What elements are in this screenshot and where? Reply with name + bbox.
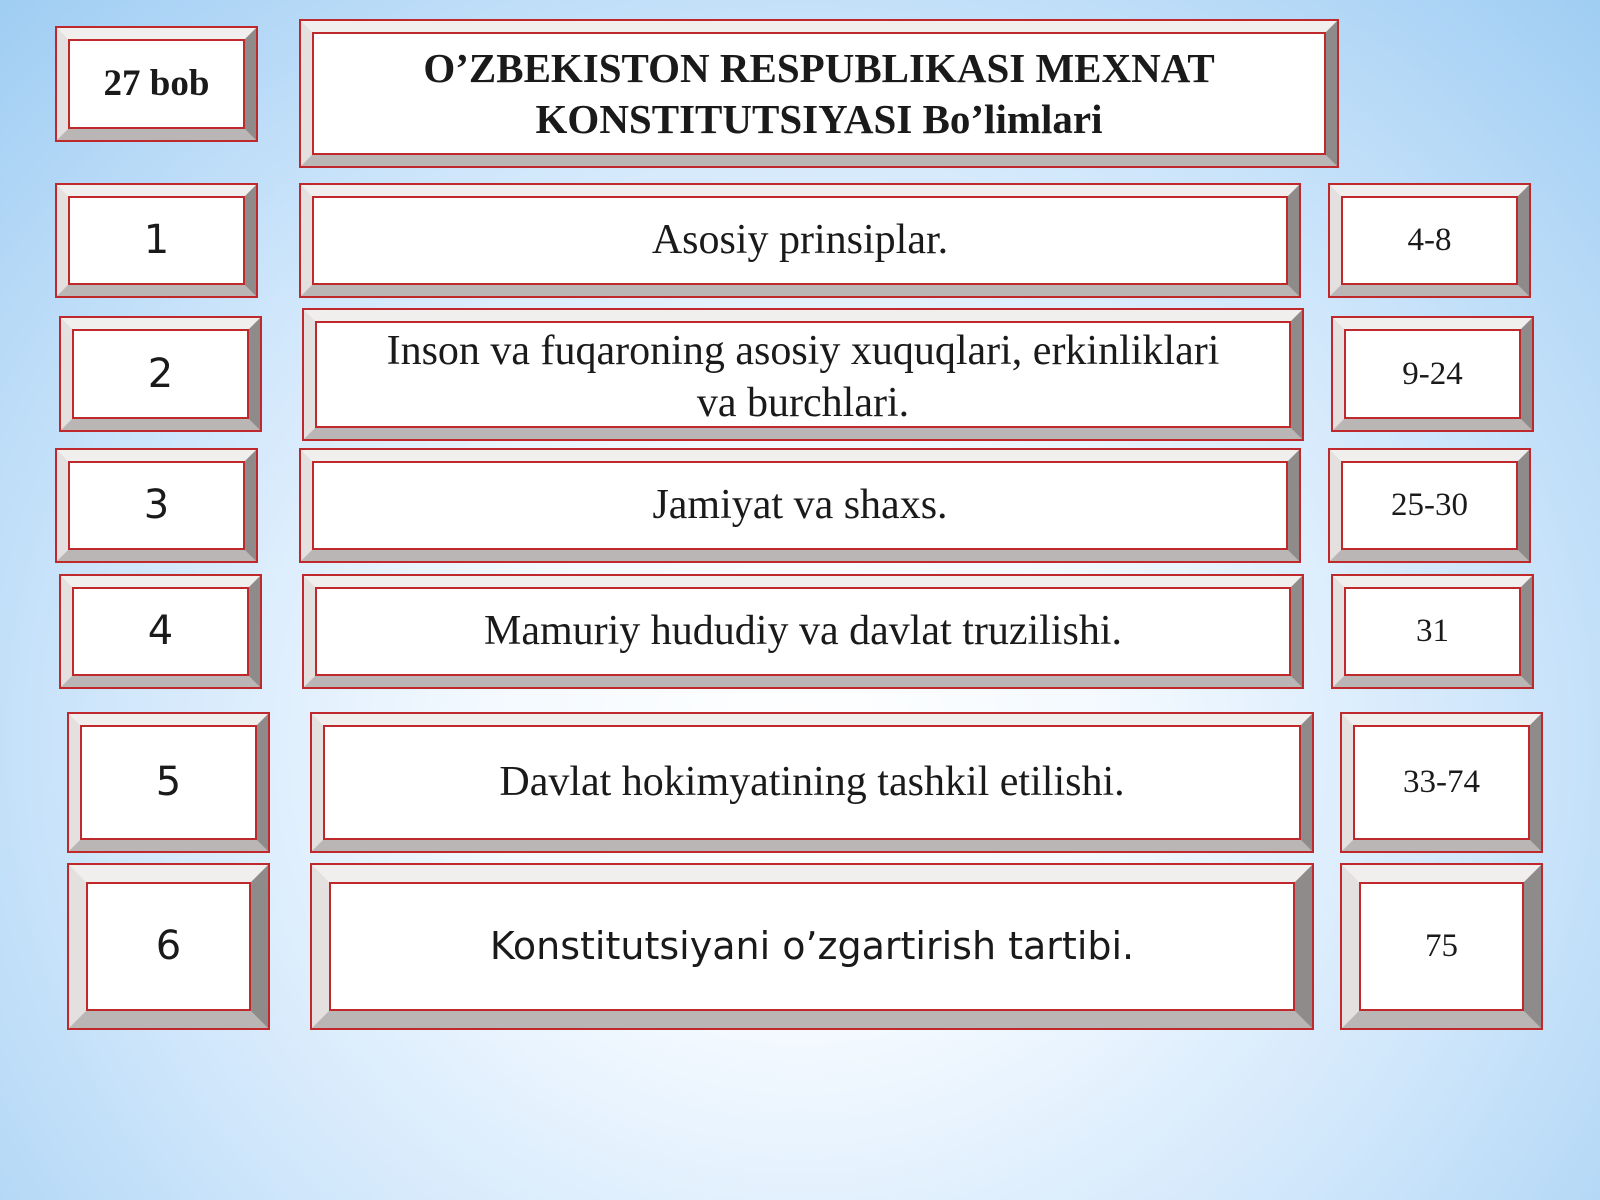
section-title-box-1 [300,184,1300,297]
article-range-box-3 [1329,449,1530,562]
section-title-2-line-2: va burchlari. [696,379,910,426]
article-range-5: 33-74 [1355,727,1528,838]
section-number-5: 5 [82,727,255,838]
section-title-4: Mamuriy hududiy va davlat truzilishi. [317,589,1289,674]
section-number-box-5 [68,713,269,852]
article-range-4: 31 [1346,589,1519,674]
section-number-box-3 [56,449,257,562]
article-range-box-2 [1332,317,1533,431]
section-title-box-4 [303,575,1303,688]
page-title [314,34,1324,153]
section-title-box-6 [311,864,1313,1029]
section-number-1: 1 [70,198,243,283]
chapter-count-box [56,27,257,141]
article-range-6: 75 [1361,884,1522,1009]
section-title-2-line-1: Inson va fuqaroning asosiy xuquqlari, erkinliklari [386,328,1220,375]
section-title-box-5 [311,713,1313,852]
article-range-1: 4-8 [1343,198,1516,283]
section-number-box-2 [60,317,261,431]
section-title-6: Konstitutsiyani o’zgartirish tartibi. [331,884,1293,1009]
section-title-box-2 [303,309,1303,440]
section-number-4: 4 [74,589,247,674]
title-line-1: O’ZBEKISTON RESPUBLIKASI MEXNAT [423,45,1215,92]
article-range-box-5 [1341,713,1542,852]
article-range-box-4 [1332,575,1533,688]
section-title-2 [317,323,1289,426]
section-number-box-6 [68,864,269,1029]
article-range-3: 25-30 [1343,463,1516,548]
article-range-box-6 [1341,864,1542,1029]
section-number-box-1 [56,184,257,297]
title-box [300,20,1338,167]
section-title-1: Asosiy prinsiplar. [314,198,1286,283]
article-range-box-1 [1329,184,1530,297]
chapter-count: 27 bob [70,41,243,127]
section-title-5: Davlat hokimyatining tashkil etilishi. [325,727,1299,838]
article-range-2: 9-24 [1346,331,1519,417]
section-number-6: 6 [88,884,249,1009]
section-title-3: Jamiyat va shaxs. [314,463,1286,548]
section-number-2: 2 [74,331,247,417]
title-line-2: KONSTITUTSIYASI Bo’limlari [535,95,1103,142]
section-title-box-3 [300,449,1300,562]
section-number-3: 3 [70,463,243,548]
section-number-box-4 [60,575,261,688]
